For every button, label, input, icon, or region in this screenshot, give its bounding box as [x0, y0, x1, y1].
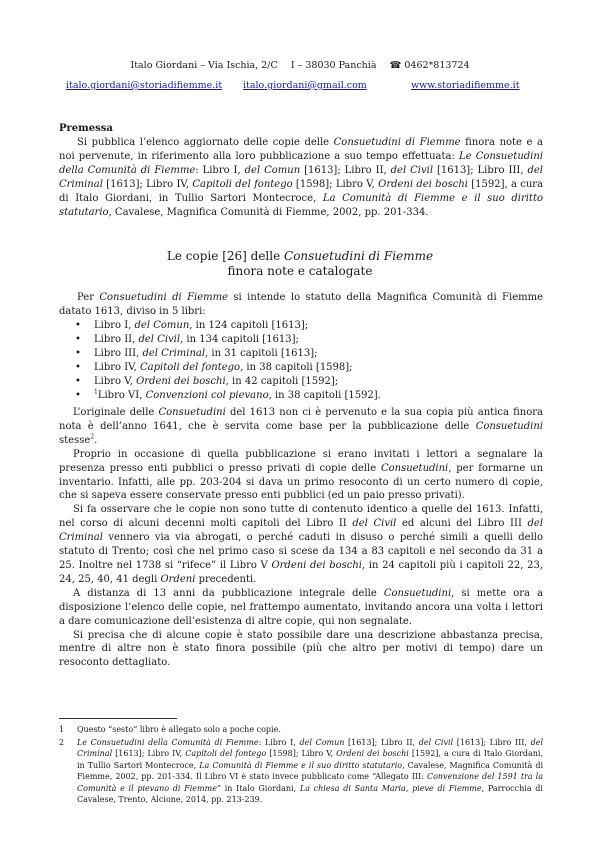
list-item: • $^1$Libro VI, Convenzioni col pievano, in 38 capitoli [1592]. [75, 389, 535, 403]
list-item: • Libro III, del Criminal, in 31 capitoli [1613]; [75, 347, 535, 361]
document-title: Le copie [26] delle Consuetudini di Fiemme finora note e catalogate [166, 249, 434, 278]
intro-paragraph: Per Consuetudini di Fiemme si intende lo statuto della Magnifica Comunità di Fiemme datato 1613, diviso in 5 libri: [59, 292, 543, 317]
email-link-gmail[interactable]: italo.giordani@gmail.com [243, 80, 367, 91]
body-paragraphs [59, 406, 543, 670]
footnote-2: 2 Le Consuetudini della Comunità di Fiemme: Libro I, del Comun [1613]; Libro II, del Civil [1613]; Libro III, del Criminal [1613]; Libro IV, Capitoli del fontego [1598]; Libro V, Ordeni dei boschi [1592], a cura di Italo Giordani, in Tullio Sartori Montecroce, La Comunità di Fiemme e il suo diritto statutario, Cavalese, Magnifica Comunità di Fiemme, 2002, pp. 201-334. Il Libro VI è stato invece pubblicato come “Allegato III: Convenzione del 1591 tra la Comunità e il pievano di Fiemme” in Italo Giordani, La chiesa di Santa Maria, pieve di Fiemme, Parrocchia di Cavalese, Trento, Alcione, 2014, pp. 213-239. [59, 738, 544, 805]
letterhead [0, 60, 600, 71]
sender-phone: ☎ 0462*813724 [389, 60, 470, 71]
paragraph-distanza: A distanza di 13 anni da pubblicazione integrale delle Consuetudini, si mette ora a disposizione l’elenco delle copie, nel frattempo aumentato, invitando ancora una volta i lettori a dare comunicazione dell’esistenza di altre copie, qui non segnalate. [59, 587, 544, 627]
premessa-paragraph: Si pubblica l’elenco aggiornato delle copie delle Consuetudini di Fiemme finora note e a noi pervenute, in riferimento alla loro pubblicazione a suo tempo effettuata: Le Consuetudini della Comunità di Fiemme: Libro I, del Comun [1613]; Libro II, del Civil [1613]; Libro III, del Criminal [1613]; Libro IV, Capitoli del fontego [1598]; Libro V, Ordeni dei boschi [1592], a cura di Italo Giordani, in Tullio Sartori Montecroce, La Comunità di Fiemme e il suo diritto statutario, Cavalese, Magnifica Comunità di Fiemme, 2002, pp. 201-334. [59, 137, 544, 218]
paragraph-precisazione: Si precisa che di alcune copie è stato possibile dare una descrizione abbastanza precisa, mentre di altre non è stato finora possibile (più che altro per motivi di tempo) dare un resoconto dettagliato. [59, 629, 543, 669]
premessa-heading: Premessa [59, 123, 113, 134]
email-link-storiadifiemme[interactable]: italo.giordani@storiadifiemme.it [66, 80, 223, 91]
books-list [75, 319, 535, 402]
list-item: • Libro V, Ordeni dei boschi, in 42 capitoli [1592]; [75, 375, 535, 389]
sender-name-address: Italo Giordani – Via Ischia, 2/C [130, 60, 278, 71]
paragraph-originale: L’originale delle Consuetudini del 1613 non ci è pervenuto e la sua copia più antica finora nota è dell’anno 1641, che è servita come base per la pubblicazione delle Consuetudini stesse$^2$. [59, 407, 543, 446]
footnote-ref-1: 1 [94, 388, 98, 396]
footnote-divider [59, 718, 177, 719]
footnote-ref-2: 2 [90, 433, 95, 441]
paragraph-osservazione: Si fa osservare che le copie non sono tutte di contenuto identico a quelle del 1613. Infatti, nel corso di alcuni decenni molti capitoli del Libro II del Civil ed alcuni del Libro III del Criminal vennero via via abrogati, o perché caduti in disuso o perché simili a quelli dello statuto di Trento; così che nel primo caso si scese da 134 a 83 capitoli e nel secondo da 31 a 25. Inoltre nel 1738 si “rifece” il Libro V Ordeni dei boschi, in 24 capitoli più i capitoli 22, 23, 24, 25, 40, 41 degli Ordeni precedenti. [59, 504, 544, 585]
website-link[interactable]: www.storiadifiemme.it [411, 80, 520, 91]
list-item: • Libro II, del Civil, in 134 capitoli [1613]; [75, 333, 535, 347]
paragraph-occasione: Proprio in occasione di quella pubblicazione si erano invitati i lettori a segnalare la presenza presso enti pubblici o presso privati di copie delle Consuetudini, per formarne un inventario. Infatti, alle pp. 203-204 si dava un primo resoconto di un certo numero di copie, che si sapeva essere conservate presso enti pubblici (ed un paio presso privati). [59, 448, 544, 502]
list-item: • Libro IV, Capitoli del fontego, in 38 capitoli [1598]; [75, 361, 535, 375]
footnote-1: 1 Questo “sesto” libro è allegato solo a poche copie. [59, 725, 281, 734]
sender-postal: I – 38030 Panchià [290, 60, 377, 71]
list-item: • Libro I, del Comun, in 124 capitoli [1613]; [75, 319, 535, 333]
